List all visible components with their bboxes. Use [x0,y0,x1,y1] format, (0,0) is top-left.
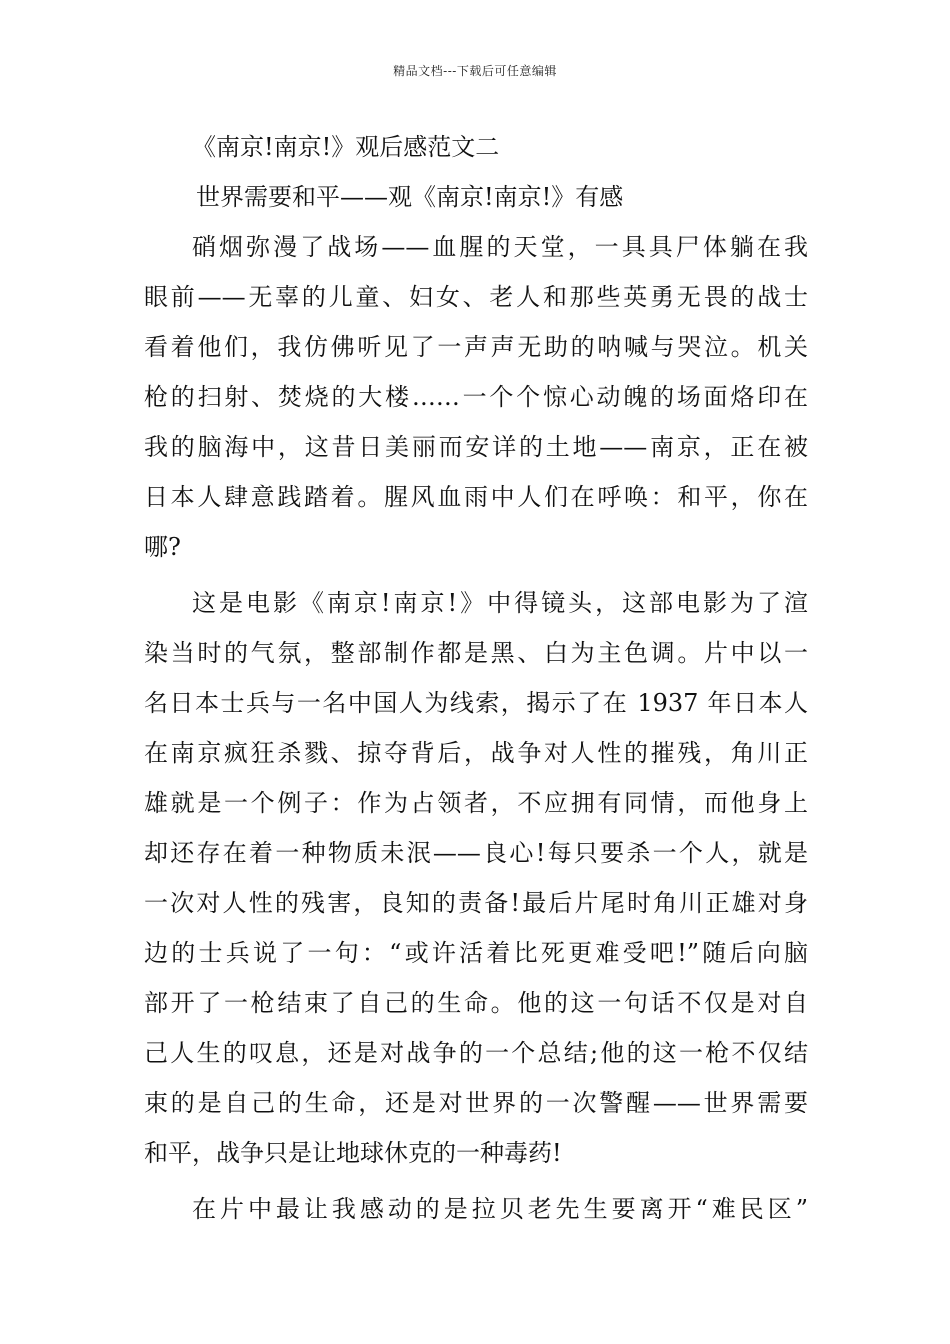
paragraph-line: 束的是自己的生命，还是对世界的一次警醒——世界需要 [144,1089,808,1117]
page-header: 精品文档---下载后可任意编辑 [393,64,557,78]
paragraph-line: 和平，战争只是让地球休克的一种毒药! [144,1139,562,1167]
paragraph-line: 在南京疯狂杀戮、掠夺背后，战争对人性的摧残，角川正 [144,739,808,767]
paragraph-line: 这是电影《南京!南京!》中得镜头，这部电影为了渲 [192,589,808,617]
paragraph-line: 哪? [144,533,181,561]
paragraph-line: 雄就是一个例子：作为占领者，不应拥有同情，而他身上 [144,789,808,817]
paragraph-line: 眼前——无辜的儿童、妇女、老人和那些英勇无畏的战士 [144,283,808,311]
paragraph-line: 枪的扫射、焚烧的大楼……一个个惊心动魄的场面烙印在 [144,383,808,411]
paragraph-line: 在片中最让我感动的是拉贝老先生要离开“难民区” [192,1195,808,1223]
document-subtitle: 世界需要和平——观《南京!南京!》有感 [196,183,624,211]
paragraph-2 [144,578,808,1178]
paragraph-line: 看着他们，我仿佛听见了一声声无助的呐喊与哭泣。机关 [144,333,808,361]
paragraph-line: 硝烟弥漫了战场——血腥的天堂，一具具尸体躺在我 [192,233,808,261]
paragraph-line: 我的脑海中，这昔日美丽而安详的土地——南京，正在被 [144,433,808,461]
paragraph-3 [144,1184,808,1234]
paragraph-line: 己人生的叹息，还是对战争的一个总结;他的这一枪不仅结 [144,1039,808,1067]
paragraph-line: 边的士兵说了一句：“或许活着比死更难受吧!”随后向脑 [144,939,808,967]
paragraph-line: 日本人肆意践踏着。腥风血雨中人们在呼唤：和平，你在 [144,483,808,511]
paragraph-line: 染当时的气氛，整部制作都是黑、白为主色调。片中以一 [144,639,808,667]
paragraph-line: 却还存在着一种物质未泯——良心!每只要杀一个人，就是 [144,839,808,867]
paragraph-1 [144,222,808,572]
paragraph-line: 一次对人性的残害，良知的责备!最后片尾时角川正雄对身 [144,889,808,917]
document-body [144,122,808,1234]
paragraph-line: 名日本士兵与一名中国人为线索，揭示了在 1937 年日本人 [144,689,808,717]
document-title: 《南京!南京!》观后感范文二 [192,133,500,161]
paragraph-line: 部开了一枪结束了自己的生命。他的这一句话不仅是对自 [144,989,808,1017]
